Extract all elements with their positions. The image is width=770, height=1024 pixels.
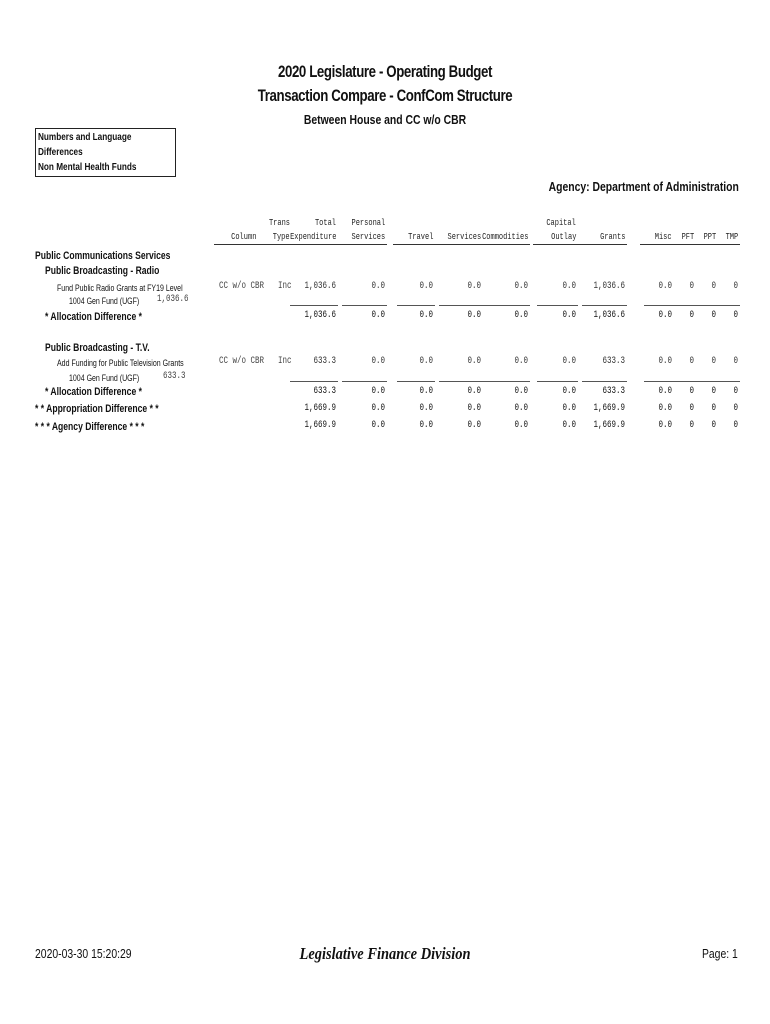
fund-source-tv: 1004 Gen Fund (UGF) xyxy=(69,373,140,383)
subtotal-rule xyxy=(582,305,627,306)
notice-line: Non Mental Health Funds xyxy=(38,162,137,173)
column-header-underline xyxy=(578,244,627,245)
column-header: Services xyxy=(447,232,481,242)
column-value-tv: CC w/o CBR xyxy=(219,356,265,367)
subtotal-rule xyxy=(537,305,578,306)
footer-division: Legislative Finance Division xyxy=(299,944,471,963)
fund-amount-radio: 1,036.6 xyxy=(157,294,189,305)
tv-allocation-difference-cell: 633.3 xyxy=(313,386,336,397)
transaction-item-tv: Add Funding for Public Television Grants xyxy=(57,358,184,368)
column-header: Grants xyxy=(599,232,625,242)
radio-transaction-cell: 0.0 xyxy=(658,281,672,292)
subtotal-rule xyxy=(716,381,740,382)
subtotal-rule xyxy=(644,381,674,382)
subtotal-rule xyxy=(582,381,627,382)
subtotal-rule xyxy=(537,381,578,382)
radio-allocation-difference-cell: 0 xyxy=(711,310,716,321)
appropriation-difference-cell: 1,669.9 xyxy=(593,403,625,414)
allocation-heading-tv: Public Broadcasting - T.V. xyxy=(45,342,150,354)
subtotal-rule xyxy=(342,381,387,382)
radio-allocation-difference-cell: 1,036.6 xyxy=(304,310,336,321)
radio-transaction-cell: 1,036.6 xyxy=(304,281,336,292)
tv-allocation-difference-cell: 0.0 xyxy=(514,386,528,397)
tv-transaction-cell: 0.0 xyxy=(658,356,672,367)
column-header-top: Personal xyxy=(351,218,385,228)
tv-allocation-difference-cell: 0 xyxy=(689,386,694,397)
appropriation-difference-cell: 0 xyxy=(689,403,694,414)
tv-transaction-cell: 633.3 xyxy=(602,356,625,367)
agency-difference-cell: 0.0 xyxy=(467,420,481,431)
notice-box xyxy=(35,128,176,177)
radio-transaction-cell: 0.0 xyxy=(419,281,433,292)
radio-transaction-cell: 1,036.6 xyxy=(593,281,625,292)
radio-allocation-difference-cell: 0.0 xyxy=(562,310,576,321)
appropriation-difference-cell: 0.0 xyxy=(514,403,528,414)
agency-difference-cell: 0.0 xyxy=(371,420,385,431)
subtotal-rule xyxy=(439,305,483,306)
column-header: PPT xyxy=(703,232,716,242)
radio-transaction-cell: 0 xyxy=(733,281,738,292)
column-header: Outlay xyxy=(550,232,576,242)
agency-difference-cell: 1,669.9 xyxy=(593,420,625,431)
column-header-top: Trans xyxy=(268,218,290,228)
agency-difference-cell: 1,669.9 xyxy=(304,420,336,431)
tv-transaction-cell: 0 xyxy=(689,356,694,367)
column-value-radio: CC w/o CBR xyxy=(219,281,265,292)
column-header-underline xyxy=(338,244,387,245)
appropriation-difference-cell: 0 xyxy=(733,403,738,414)
column-header-underline xyxy=(712,244,740,245)
appropriation-difference-cell: 0.0 xyxy=(562,403,576,414)
subtotal-rule xyxy=(439,381,483,382)
column-header: TMP xyxy=(725,232,738,242)
tv-allocation-difference-cell: 0.0 xyxy=(371,386,385,397)
agency-difference-cell: 0 xyxy=(711,420,716,431)
subtotal-rule xyxy=(290,305,338,306)
report-subtitle: Between House and CC w/o CBR xyxy=(303,112,467,127)
column-header: Misc xyxy=(655,232,672,242)
column-header-underline xyxy=(474,244,530,245)
column-header-underline xyxy=(640,244,674,245)
trans-type-radio: Inc xyxy=(278,281,292,292)
agency-difference-cell: 0.0 xyxy=(658,420,672,431)
column-header-underline xyxy=(533,244,578,245)
appropriation-difference-cell: 0 xyxy=(711,403,716,414)
allocation-difference-label-radio: * Allocation Difference * xyxy=(45,311,142,323)
report-title-line2: Transaction Compare - ConfCom Structure xyxy=(257,86,513,105)
column-header: Type xyxy=(273,232,290,242)
subtotal-rule xyxy=(695,305,718,306)
subtotal-rule xyxy=(397,305,435,306)
radio-allocation-difference-cell: 0 xyxy=(689,310,694,321)
appropriation-difference-cell: 0.0 xyxy=(371,403,385,414)
tv-allocation-difference-cell: 0 xyxy=(711,386,716,397)
tv-transaction-cell: 0.0 xyxy=(419,356,433,367)
subtotal-rule xyxy=(342,305,387,306)
tv-transaction-cell: 0.0 xyxy=(562,356,576,367)
appropriation-difference-cell: 0.0 xyxy=(467,403,481,414)
footer-timestamp: 2020-03-30 15:20:29 xyxy=(35,946,132,961)
subtotal-rule xyxy=(290,381,338,382)
tv-transaction-cell: 0 xyxy=(733,356,738,367)
notice-line: Numbers and Language xyxy=(38,132,132,143)
column-header-top: Total xyxy=(314,218,336,228)
radio-allocation-difference-cell: 0.0 xyxy=(467,310,481,321)
tv-transaction-cell: 0.0 xyxy=(514,356,528,367)
tv-transaction-cell: 633.3 xyxy=(313,356,336,367)
radio-transaction-cell: 0.0 xyxy=(514,281,528,292)
radio-transaction-cell: 0.0 xyxy=(562,281,576,292)
tv-allocation-difference-cell: 0.0 xyxy=(467,386,481,397)
column-header: Services xyxy=(351,232,385,242)
agency-difference-cell: 0.0 xyxy=(419,420,433,431)
subtotal-rule xyxy=(674,381,696,382)
appropriation-difference-label: * * Appropriation Difference * * xyxy=(35,403,159,415)
subtotal-rule xyxy=(644,305,674,306)
column-header: Expenditure xyxy=(289,232,336,242)
appropriation-difference-cell: 0.0 xyxy=(658,403,672,414)
radio-transaction-cell: 0 xyxy=(711,281,716,292)
agency-difference-cell: 0 xyxy=(733,420,738,431)
subtotal-rule xyxy=(478,381,530,382)
tv-allocation-difference-cell: 0.0 xyxy=(658,386,672,397)
allocation-heading-radio: Public Broadcasting - Radio xyxy=(45,265,160,277)
appropriation-difference-cell: 0.0 xyxy=(419,403,433,414)
column-header: Commodities xyxy=(481,232,528,242)
radio-transaction-cell: 0.0 xyxy=(467,281,481,292)
notice-line: Differences xyxy=(38,147,83,158)
column-header: Column xyxy=(230,232,256,242)
column-header-underline xyxy=(284,244,338,245)
trans-type-tv: Inc xyxy=(278,356,292,367)
tv-allocation-difference-cell: 0.0 xyxy=(562,386,576,397)
tv-allocation-difference-cell: 633.3 xyxy=(602,386,625,397)
tv-transaction-cell: 0.0 xyxy=(371,356,385,367)
radio-allocation-difference-cell: 0.0 xyxy=(658,310,672,321)
radio-allocation-difference-cell: 0 xyxy=(733,310,738,321)
fund-source-radio: 1004 Gen Fund (UGF) xyxy=(69,296,140,306)
tv-allocation-difference-cell: 0.0 xyxy=(419,386,433,397)
agency-difference-cell: 0 xyxy=(689,420,694,431)
subtotal-rule xyxy=(695,381,718,382)
subtotal-rule xyxy=(478,305,530,306)
allocation-difference-label-tv: * Allocation Difference * xyxy=(45,386,142,398)
column-header-top: Capital xyxy=(546,218,576,228)
agency-name: Agency: Department of Administration xyxy=(548,179,739,194)
footer-page: Page: 1 xyxy=(702,946,738,961)
section-title: Public Communications Services xyxy=(35,250,171,262)
appropriation-difference-cell: 1,669.9 xyxy=(304,403,336,414)
tv-transaction-cell: 0 xyxy=(711,356,716,367)
radio-allocation-difference-cell: 1,036.6 xyxy=(593,310,625,321)
transaction-item-radio: Fund Public Radio Grants at FY19 Level xyxy=(57,283,183,293)
radio-allocation-difference-cell: 0.0 xyxy=(371,310,385,321)
radio-allocation-difference-cell: 0.0 xyxy=(419,310,433,321)
radio-transaction-cell: 0 xyxy=(689,281,694,292)
column-header-underline xyxy=(214,244,258,245)
agency-difference-cell: 0.0 xyxy=(562,420,576,431)
report-title-line1: 2020 Legislature - Operating Budget xyxy=(277,62,493,81)
column-header-underline xyxy=(393,244,435,245)
column-header: Travel xyxy=(407,232,433,242)
tv-allocation-difference-cell: 0 xyxy=(733,386,738,397)
agency-difference-label: * * * Agency Difference * * * xyxy=(35,421,145,433)
agency-difference-cell: 0.0 xyxy=(514,420,528,431)
column-header: PFT xyxy=(681,232,694,242)
fund-amount-tv: 633.3 xyxy=(163,371,186,382)
subtotal-rule xyxy=(716,305,740,306)
radio-transaction-cell: 0.0 xyxy=(371,281,385,292)
tv-transaction-cell: 0.0 xyxy=(467,356,481,367)
subtotal-rule xyxy=(674,305,696,306)
radio-allocation-difference-cell: 0.0 xyxy=(514,310,528,321)
subtotal-rule xyxy=(397,381,435,382)
